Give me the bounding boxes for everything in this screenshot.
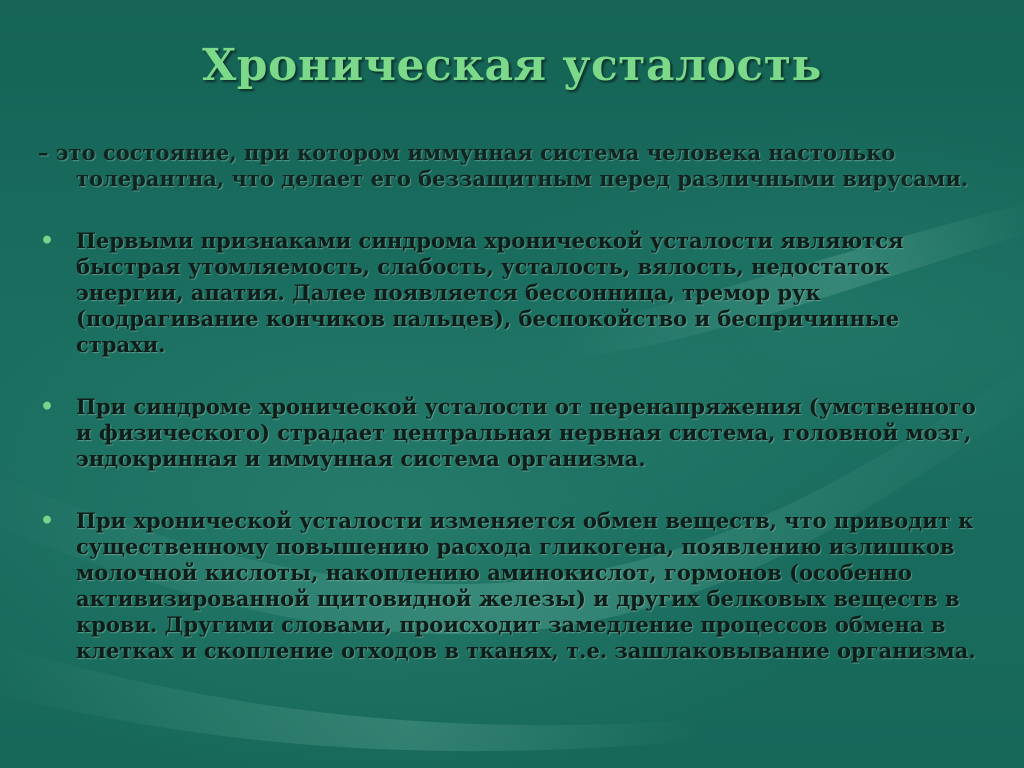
definition-text: – это состояние, при котором иммунная система человека настолько толерантна, что делает его беззащитным перед различными вирусами. [38,140,969,191]
bullet-text: При хронической усталости изменяется обмен веществ, что приводит к существенному повышению расхода гликогена, появлению излишков молочной кислоты, накоплению аминокислот, гормонов (особенно активизированной щитовидной железы) и других белковых веществ в крови. Другими словами, происходит замедление процессов обмена в клетках и скопление отходов в тканях, т.е. зашлаковывание организма. [76,508,976,663]
bullet-marker: • [40,394,55,420]
slide-title: Хроническая усталость [202,40,822,91]
bullet-item [38,228,988,358]
bullet-text: При синдроме хронической усталости от перенапряжения (умственного и физического) страдает центральная нервная система, головной мозг, эндокринная и иммунная система организма. [76,394,976,471]
slide-body [38,140,988,700]
bullet-marker: • [40,228,55,254]
bullet-marker: • [40,508,55,534]
bullet-text: Первыми признаками синдрома хронической усталости являются быстрая утомляемость, слабость, усталость, вялость, недостаток энергии, апатия. Далее появляется бессонница, тремор рук (подрагивание кончиков пальцев), беспокойство и беспричинные страхи. [76,228,904,357]
bullet-item [38,394,988,472]
bullet-item [38,508,988,664]
